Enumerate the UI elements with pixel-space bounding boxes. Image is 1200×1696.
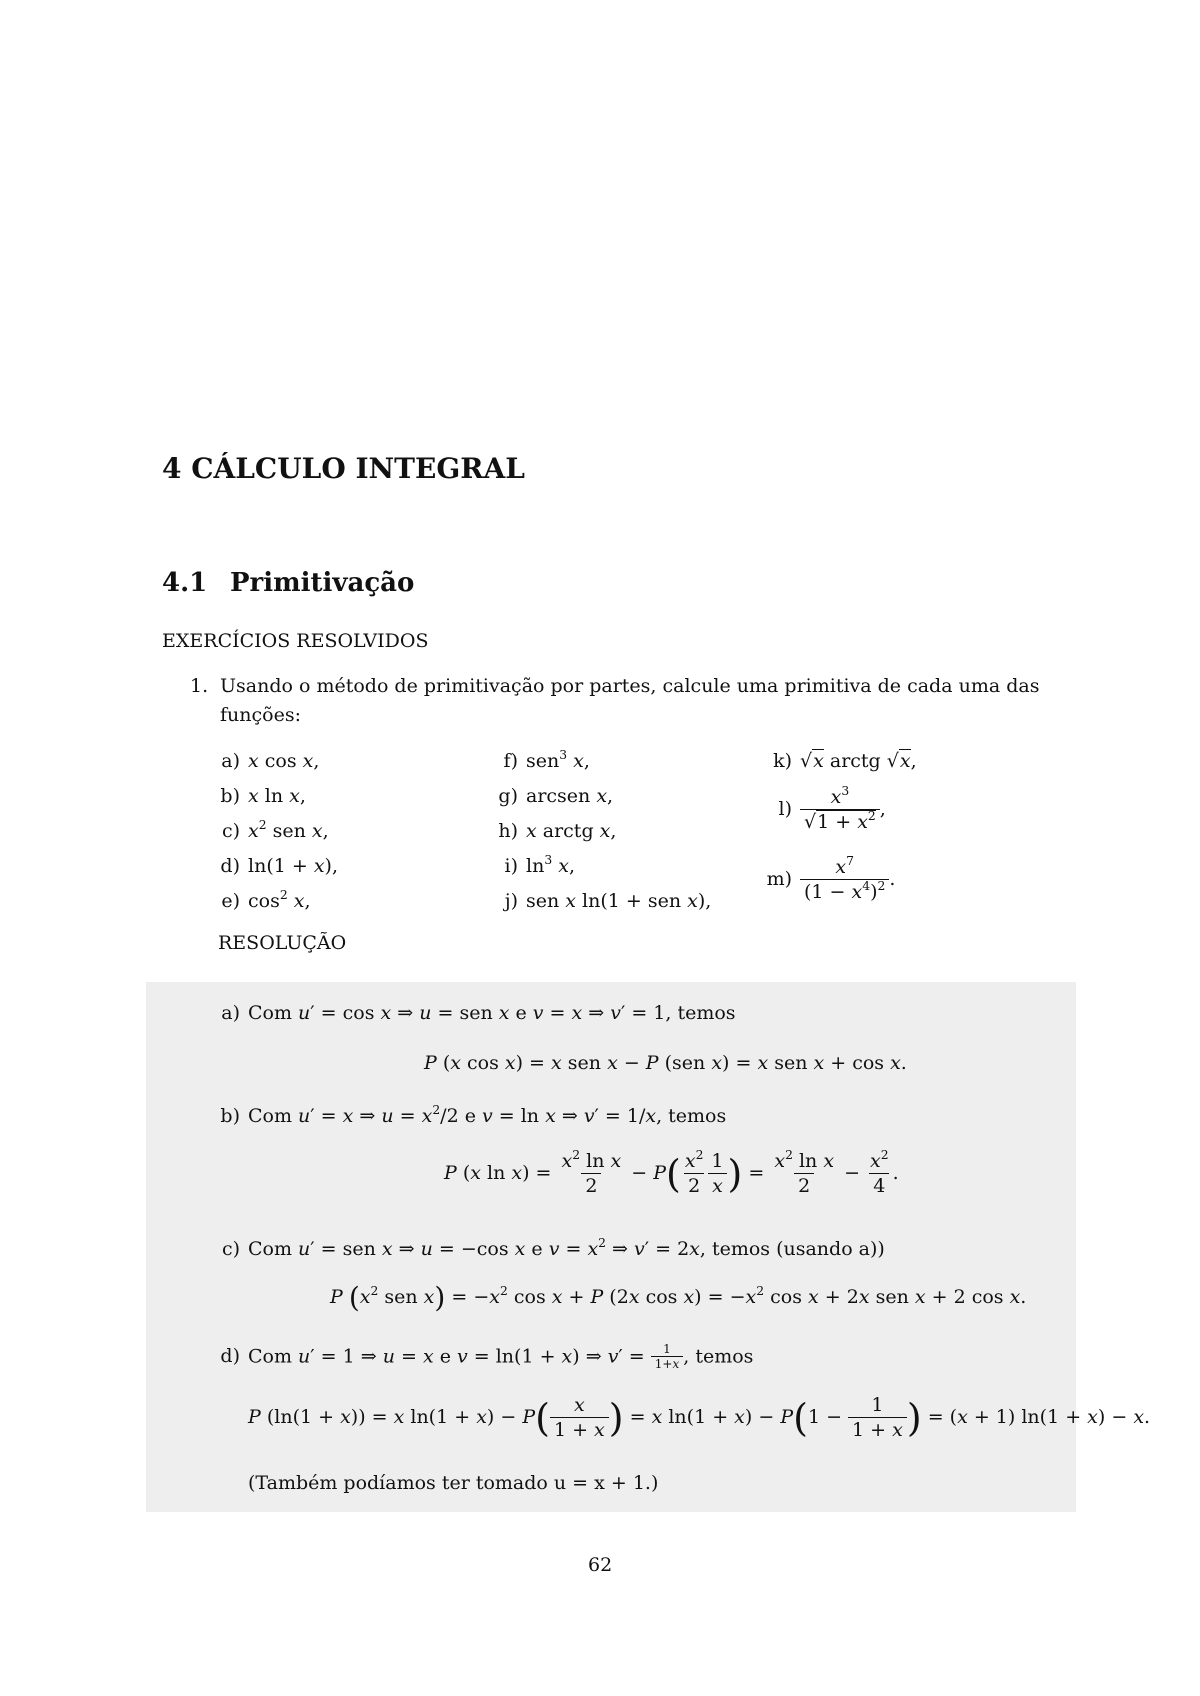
- section-number: 4.1: [162, 568, 208, 598]
- list-item-a: a) x cos x,: [210, 750, 319, 772]
- exercises-heading: EXERCÍCIOS RESOLVIDOS: [162, 630, 429, 652]
- list-item-d: d) ln(1 + x),: [210, 855, 338, 877]
- solution-b-intro: b) Com u′ = x ⇒ $u = x^2/2$ e v = ln x ⇒ v′ = 1/x, temos: [218, 1105, 726, 1127]
- item-label: i): [504, 855, 518, 877]
- solution-d-equation: P (ln(1 + x)) = x ln(1 + x) − P( $\frac{x}{1 + x}$ ) = x ln(1 + x) − P(1 − $\frac{1}{1 + x}$ ) = (x + 1) ln(1 + x) − x.: [248, 1394, 1151, 1441]
- solution-d-note: (Também podíamos ter tomado u = x + 1.): [248, 1472, 659, 1494]
- list-item-c: c) $x^2$ sen x,: [210, 820, 329, 842]
- solution-a-equation: P (x cos x) = x sen x − P (sen x) = x sen x + cos x.: [424, 1052, 907, 1074]
- chapter-title: 4 CÁLCULO INTEGRAL: [162, 452, 525, 485]
- item-label: c): [221, 820, 240, 842]
- solution-c-intro: c) Com u′ = sen x ⇒ u = −cos x e $v = x^2$ ⇒ v′ = 2x, temos (usando a)): [218, 1238, 885, 1260]
- list-item-g: g) arcsen x,: [488, 785, 613, 807]
- solution-d-intro: d) Com u′ = 1 ⇒ u = x e v = ln(1 + x) ⇒ v′ = $\frac{1}{1+x}$ , temos: [218, 1342, 753, 1373]
- problem-statement: [190, 672, 1070, 730]
- solution-label: b): [220, 1105, 240, 1127]
- item-label: b): [220, 785, 240, 807]
- section-heading: [162, 568, 414, 598]
- solution-c-equation: P ($x^2$ sen $x) = -x^2$ cos x + P (2x $\cos x) = -x^2$ cos x + 2x sen x + 2 cos x.: [330, 1281, 1027, 1314]
- item-label: a): [221, 750, 240, 772]
- item-label: k): [773, 750, 792, 772]
- section-title: Primitivação: [230, 568, 415, 598]
- solution-a-intro: a) Com u′ = cos x ⇒ u = sen x e v = x ⇒ v′ = 1, temos: [218, 1002, 736, 1024]
- list-item-m: m) $\frac{x^7}{(1 - x^4)^2}$ .: [762, 856, 895, 904]
- solution-label: d): [220, 1345, 240, 1368]
- resolution-heading: RESOLUÇÃO: [218, 932, 347, 954]
- item-label: g): [498, 785, 518, 807]
- list-item-e: e) $\cos^2 x$,: [210, 890, 311, 912]
- problem-text: Usando o método de primitivação por partes, calcule uma primitiva de cada uma das funções:: [220, 675, 1040, 726]
- solution-label: a): [221, 1002, 240, 1024]
- item-label: l): [778, 798, 792, 821]
- item-label: d): [220, 855, 240, 877]
- list-item-f: f) sen$^3$ x,: [488, 750, 590, 772]
- solution-label: c): [221, 1238, 240, 1260]
- item-label: f): [503, 750, 518, 772]
- item-label: e): [221, 890, 240, 912]
- solution-b-equation: P (x ln x) = $\frac{x^2 \ln x}{2}$ − P( $\frac{x^2}{2}$ $\frac{1}{x}$ ) = $\frac{x^2 \ln x}{2}$ − $\frac{x^2}{4}$ .: [444, 1147, 899, 1197]
- list-item-h: h) x arctg x,: [488, 820, 616, 842]
- list-item-i: i) $\ln^3 x$,: [488, 855, 575, 877]
- item-label: m): [766, 868, 792, 891]
- item-label: h): [498, 820, 518, 842]
- list-item-k: k) √x arctg √x,: [762, 750, 917, 772]
- list-item-l: l) $\frac{x^3}{√1 + x^2}$ ,: [762, 786, 886, 834]
- page-number: 62: [588, 1554, 613, 1576]
- problem-number: 1.: [190, 675, 209, 697]
- item-label: j): [504, 890, 518, 912]
- list-item-j: j) sen x ln(1 + sen x),: [488, 890, 711, 912]
- list-item-b: b) x ln x,: [210, 785, 306, 807]
